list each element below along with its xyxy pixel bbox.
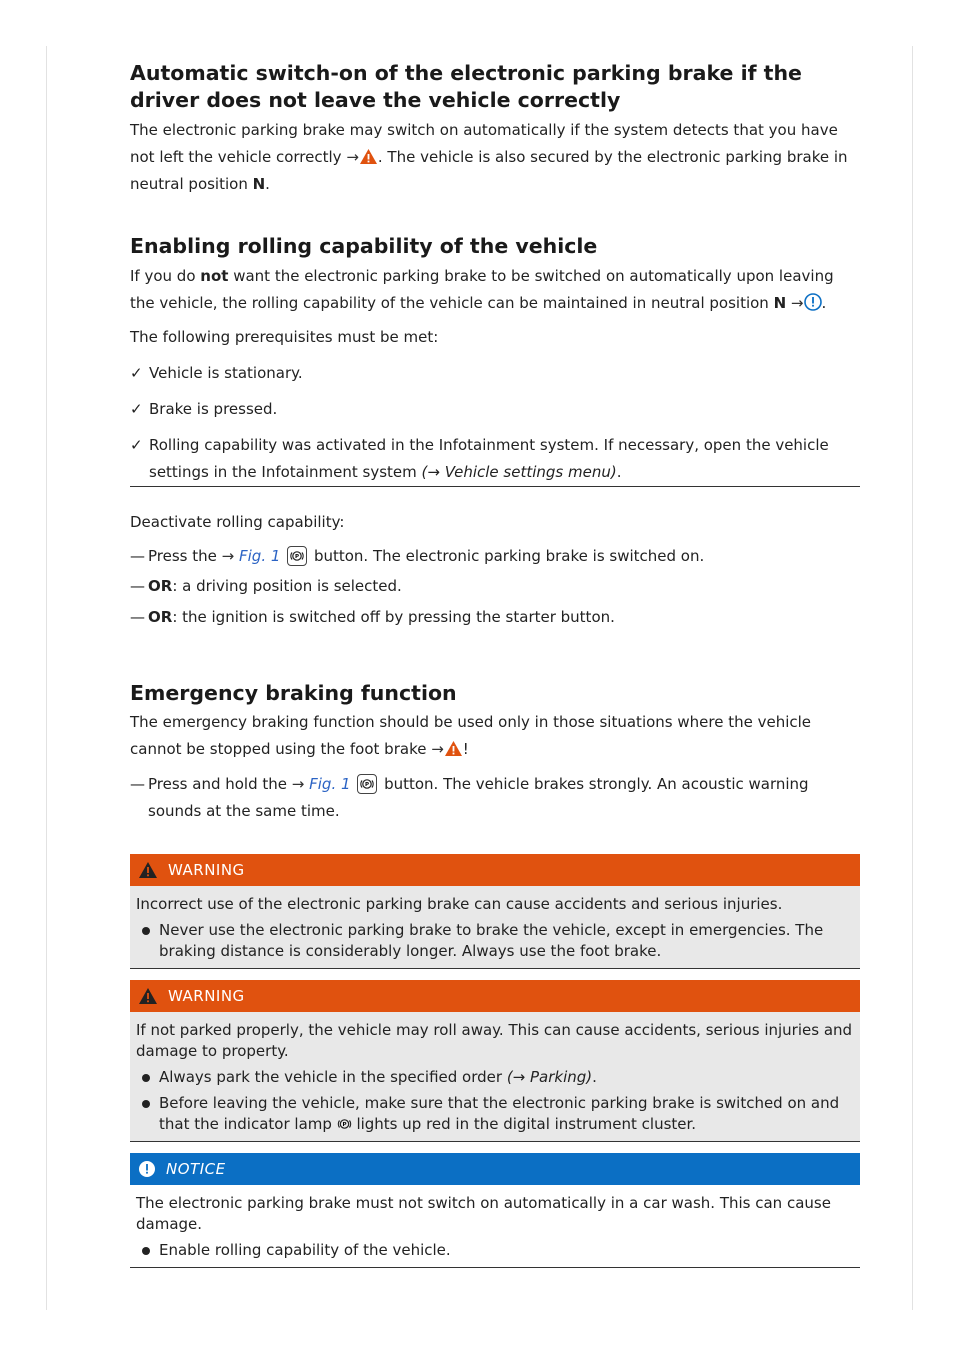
text: button. The vehicle brakes strongly. An acoustic warning sounds at the same time. bbox=[148, 775, 809, 820]
figure-link[interactable]: Fig. 1 bbox=[309, 775, 351, 793]
step-item bbox=[130, 604, 860, 631]
svg-text:P: P bbox=[295, 554, 300, 561]
text: The emergency braking function should be used only in those situations where the vehicle cannot be stopped using the foot brake bbox=[130, 713, 812, 758]
rolling-capability-intro bbox=[130, 263, 860, 317]
prerequisite-item bbox=[130, 360, 860, 387]
divider bbox=[130, 1267, 860, 1268]
warning-triangle-icon[interactable] bbox=[444, 740, 463, 757]
notice-circle-icon[interactable] bbox=[804, 293, 822, 311]
svg-text:P: P bbox=[342, 1122, 347, 1129]
warning-bullet bbox=[136, 1093, 854, 1135]
paragraph bbox=[130, 117, 860, 198]
warning-box bbox=[130, 980, 860, 1142]
warning-body bbox=[130, 1012, 860, 1141]
section-auto-switch-on bbox=[130, 60, 860, 114]
arrow-right-icon: → bbox=[221, 547, 235, 565]
dash-marker: — bbox=[130, 608, 145, 626]
checkmark-icon: ✓ bbox=[130, 364, 143, 382]
neutral-position: N bbox=[773, 294, 787, 312]
arrow-right-icon: → bbox=[291, 775, 305, 793]
checkmark-icon: ✓ bbox=[130, 400, 143, 418]
text: . bbox=[265, 175, 270, 193]
prerequisite-item bbox=[130, 432, 860, 486]
parking-brake-button-icon bbox=[287, 546, 307, 566]
text: : the ignition is switched off by pressing the starter button. bbox=[172, 608, 615, 626]
parking-brake-button-icon bbox=[357, 774, 377, 794]
warning-header bbox=[130, 854, 860, 886]
text: Rolling capability was activated in the Infotainment system. If necessary, open the vehicle settings in the Infotainment system bbox=[149, 436, 829, 481]
emergency-braking-text bbox=[130, 709, 860, 763]
warning-bullet bbox=[136, 1067, 854, 1088]
notice-box bbox=[130, 1153, 860, 1268]
warning-text: Incorrect use of the electronic parking brake can cause accidents and serious injuries. bbox=[136, 895, 783, 913]
text: lights up red in the digital instrument cluster. bbox=[351, 1115, 697, 1133]
text: Press and hold the bbox=[148, 775, 292, 793]
text: Press the bbox=[148, 547, 222, 565]
step-item bbox=[130, 771, 860, 825]
parking-brake-lamp-icon bbox=[337, 1117, 352, 1131]
cross-reference-link[interactable]: (→ Parking) bbox=[506, 1068, 593, 1086]
warning-label: WARNING bbox=[168, 861, 245, 879]
checkmark-icon: ✓ bbox=[130, 436, 143, 454]
section-heading: Enabling rolling capability of the vehicle bbox=[130, 234, 598, 258]
notice-circle-icon bbox=[138, 1160, 156, 1178]
text: Before leaving the vehicle, make sure that the electronic parking brake is switched on and that the indicator lamp bbox=[159, 1094, 840, 1133]
step-item bbox=[130, 543, 860, 570]
deactivate-intro: Deactivate rolling capability: bbox=[130, 513, 345, 531]
left-margin-line bbox=[46, 46, 47, 1310]
text: . bbox=[821, 294, 827, 312]
warning-text: If not parked properly, the vehicle may roll away. This can cause accidents, serious injuries and damage to property. bbox=[136, 1021, 853, 1060]
divider bbox=[130, 1141, 860, 1142]
warning-box bbox=[130, 854, 860, 969]
section-heading: Automatic switch-on of the electronic parking brake if the driver does not leave the vehicle correctly bbox=[130, 61, 802, 112]
text: . bbox=[592, 1068, 597, 1086]
or-keyword: OR bbox=[148, 577, 173, 595]
right-margin-line bbox=[912, 46, 913, 1310]
or-keyword: OR bbox=[148, 608, 173, 626]
deactivate-heading-row bbox=[130, 509, 860, 536]
notice-header bbox=[130, 1153, 860, 1185]
emphasis: not bbox=[200, 267, 229, 285]
notice-body bbox=[130, 1185, 860, 1267]
text: . bbox=[616, 463, 622, 481]
notice-label: NOTICE bbox=[166, 1160, 226, 1178]
text: Vehicle is stationary. bbox=[149, 364, 303, 382]
warning-body bbox=[130, 886, 860, 968]
paragraph bbox=[130, 263, 860, 317]
warning-triangle-icon bbox=[138, 987, 158, 1005]
warning-triangle-icon[interactable] bbox=[359, 148, 378, 165]
warning-bullet: Never use the electronic parking brake to brake the vehicle, except in emergencies. The braking distance is considerably longer. Always use the foot brake. bbox=[136, 920, 854, 962]
dash-marker: — bbox=[130, 775, 145, 793]
warning-triangle-icon bbox=[138, 861, 158, 879]
divider bbox=[130, 968, 860, 969]
step-item bbox=[130, 573, 860, 600]
section-rolling-capability bbox=[130, 233, 860, 260]
arrow-right-icon: → bbox=[346, 148, 359, 166]
notice-text: The electronic parking brake must not switch on automatically in a car wash. This can cause damage. bbox=[136, 1194, 831, 1233]
warning-header bbox=[130, 980, 860, 1012]
arrow-right-icon: → bbox=[431, 740, 444, 758]
arrow-right-icon: → bbox=[790, 294, 804, 312]
prerequisite-item bbox=[130, 396, 860, 423]
text: The electronic parking brake may switch on automatically if the system detects that you have not left the vehicle correctly bbox=[130, 121, 838, 166]
text: Brake is pressed. bbox=[149, 400, 278, 418]
neutral-position: N bbox=[252, 175, 266, 193]
dash-marker: — bbox=[130, 547, 145, 565]
text: Always park the vehicle in the specified order bbox=[159, 1068, 507, 1086]
text: . The vehicle is also secured by the electronic parking brake in neutral position bbox=[130, 148, 848, 193]
text: want the electronic parking brake to be switched on automatically upon leaving the vehicle, the rolling capability of the vehicle can be maintained in neutral position bbox=[130, 267, 834, 312]
section-auto-switch-on-text bbox=[130, 117, 860, 198]
prerequisites-intro: The following prerequisites must be met: bbox=[130, 328, 439, 346]
notice-bullet: Enable rolling capability of the vehicle. bbox=[136, 1240, 854, 1261]
text: If you do bbox=[130, 267, 201, 285]
text: ! bbox=[462, 740, 469, 758]
warning-label: WARNING bbox=[168, 987, 245, 1005]
figure-link[interactable]: Fig. 1 bbox=[239, 547, 281, 565]
prerequisites-heading-row bbox=[130, 324, 860, 351]
dash-marker: — bbox=[130, 577, 145, 595]
text: : a driving position is selected. bbox=[172, 577, 402, 595]
section-heading: Emergency braking function bbox=[130, 681, 457, 705]
svg-text:P: P bbox=[365, 782, 370, 789]
section-emergency-braking bbox=[130, 680, 860, 707]
paragraph bbox=[130, 709, 860, 763]
cross-reference-link[interactable]: (→ Vehicle settings menu) bbox=[421, 463, 617, 481]
divider bbox=[130, 486, 860, 487]
text: button. The electronic parking brake is switched on. bbox=[309, 547, 705, 565]
